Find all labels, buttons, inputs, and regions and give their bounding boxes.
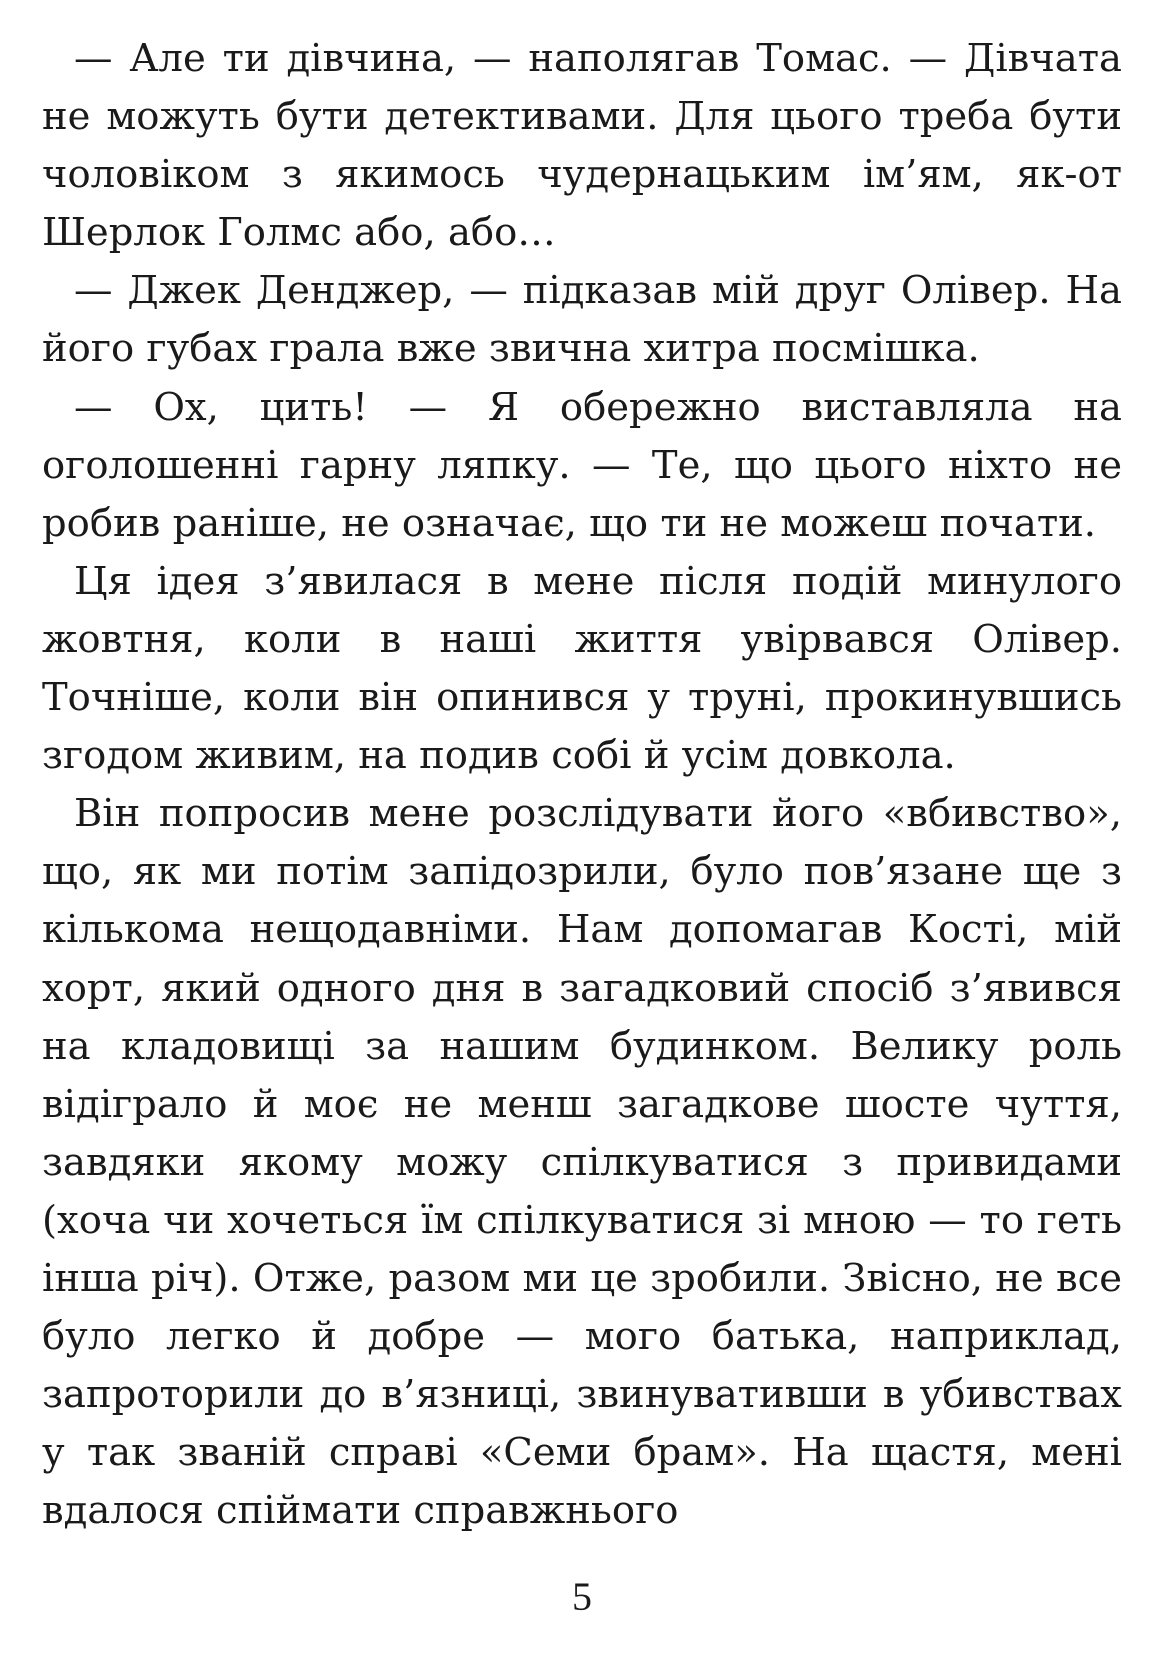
paragraph-4: Ця ідея з’явилася в мене після подій минулого жовтня, коли в наші життя увірвався Олівер. Точніше, коли він опинився у труні, прокинувшись згодом живим, на подив собі й усім довкола.	[42, 558, 1122, 779]
paragraph-1: — Але ти дівчина, — наполягав Томас. — Дівчата не можуть бути детективами. Для цього треба бути чоловіком з якимось чудернацьким ім’ям, як-от Шерлок Голмс або, або…	[42, 36, 1122, 256]
paragraph-5: Він попросив мене розслідувати його «вбивство», що, як ми потім запідозрили, було пов’язане ще з кількома нещодавніми. Нам допомагав Кості, мій хорт, який одного дня в загадковий спосіб з’явився на кладовищі за нашим будинком. Велику роль відіграло й моє не менш загадкове шосте чуття, завдяки якому можу спілкуватися з привидами (хоча чи хочеться їм спілкуватися зі мною — то геть інша річ). Отже, разом ми це зробили. Звісно, не все було легко й добре — мого батька, наприклад, запроторили до в’язниці, звинувативши в убивствах у так званій справі «Семи брам». На щастя, мені вдалося спіймати справжнього	[42, 791, 1122, 1534]
paragraph-3: — Ох, цить! — Я обережно виставляла на оголошенні гарну ляпку. — Те, що цього ніхто не робив раніше, не означає, що ти не можеш почати.	[42, 384, 1122, 546]
page-number: 5	[572, 1574, 592, 1619]
paragraph-2: — Джек Денджер, — підказав мій друг Олівер. На його губах грала вже звична хитра посмішка.	[42, 268, 1122, 372]
body-text	[42, 30, 1122, 1540]
